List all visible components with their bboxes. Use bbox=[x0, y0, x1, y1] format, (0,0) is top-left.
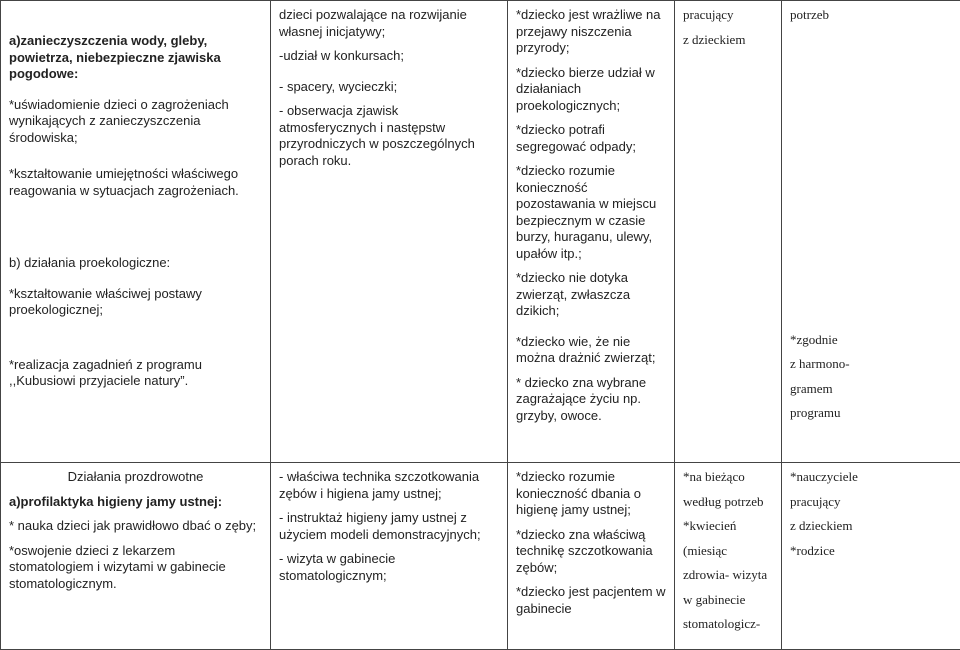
methods-cell bbox=[271, 1, 508, 463]
outcome-item: * dziecko zna wybrane zagrażające życiu np. grzyby, owoce. bbox=[516, 375, 666, 425]
outcome-item: *dziecko jest wrażliwe na przejawy niszczenia przyrody; bbox=[516, 7, 666, 57]
method-item: - właściwa technika szczotkowania zębów i higiena jamy ustnej; bbox=[279, 469, 499, 502]
responsible-cell bbox=[782, 1, 960, 463]
table-row bbox=[1, 1, 960, 463]
outcome-item: *dziecko zna właściwą technikę szczotkowania zębów; bbox=[516, 527, 666, 577]
method-item: -udział w konkursach; bbox=[279, 48, 499, 65]
responsible-item: pracujący bbox=[790, 494, 952, 511]
section-heading: a)profilaktyka higieny jamy ustnej: bbox=[9, 494, 262, 511]
outcome-item: *dziecko potrafi segregować odpady; bbox=[516, 122, 666, 155]
goal-item: *uświadomienie dzieci o zagrożeniach wynikających z zanieczyszczenia środowiska; bbox=[9, 97, 262, 147]
responsible-item: potrzeb bbox=[790, 7, 952, 24]
responsible-item: *zgodnie bbox=[790, 332, 952, 349]
timeframe-item: (miesiąc bbox=[683, 543, 773, 560]
timeframe-item: *kwiecień bbox=[683, 518, 773, 535]
goal-item: * nauka dzieci jak prawidłowo dbać o zęby; bbox=[9, 518, 262, 535]
goal-item: *kształtowanie właściwej postawy proekologicznej; bbox=[9, 286, 262, 319]
responsible-item: *nauczyciele bbox=[790, 469, 952, 486]
goal-item: *kształtowanie umiejętności właściwego reagowania w sytuacjach zagrożeniach. bbox=[9, 166, 262, 199]
goals-cell bbox=[1, 463, 271, 650]
method-item: - spacery, wycieczki; bbox=[279, 79, 499, 96]
timeframe-item: pracujący bbox=[683, 7, 773, 24]
outcomes-cell bbox=[508, 463, 675, 650]
methods-cell bbox=[271, 463, 508, 650]
goal-item: *realizacja zagadnień z programu ,,Kubusiowi przyjaciele natury”. bbox=[9, 357, 262, 390]
method-item: - instruktaż higieny jamy ustnej z użyciem modeli demonstracyjnych; bbox=[279, 510, 499, 543]
outcome-item: *dziecko bierze udział w działaniach proekologicznych; bbox=[516, 65, 666, 115]
outcome-item: *dziecko jest pacjentem w gabinecie bbox=[516, 584, 666, 617]
table-row bbox=[1, 463, 960, 650]
responsible-cell bbox=[782, 463, 960, 650]
method-item: - obserwacja zjawisk atmosferycznych i następstw przyrodniczych w poszczególnych porach roku. bbox=[279, 103, 499, 169]
timeframe-item: według potrzeb bbox=[683, 494, 773, 511]
timeframe-item: zdrowia- wizyta bbox=[683, 567, 773, 584]
timeframe-item: w gabinecie bbox=[683, 592, 773, 609]
timeframe-item: z dzieckiem bbox=[683, 32, 773, 49]
goals-cell bbox=[1, 1, 271, 463]
goal-item: *oswojenie dzieci z lekarzem stomatologiem i wizytami w gabinecie stomatologicznym. bbox=[9, 543, 262, 593]
responsible-item: *rodzice bbox=[790, 543, 952, 560]
timeframe-cell bbox=[675, 1, 782, 463]
section-heading: b) działania proekologiczne: bbox=[9, 255, 262, 272]
outcome-item: *dziecko wie, że nie można drażnić zwierząt; bbox=[516, 334, 666, 367]
timeframe-item: *na bieżąco bbox=[683, 469, 773, 486]
section-title: Działania prozdrowotne bbox=[9, 469, 262, 486]
section-heading: a)zanieczyszczenia wody, gleby, powietrza, niebezpieczne zjawiska pogodowe: bbox=[9, 33, 262, 83]
responsible-item: gramem bbox=[790, 381, 952, 398]
outcome-item: *dziecko rozumie konieczność dbania o higienę jamy ustnej; bbox=[516, 469, 666, 519]
method-item: - wizyta w gabinecie stomatologicznym; bbox=[279, 551, 499, 584]
responsible-item: z harmono- bbox=[790, 356, 952, 373]
responsible-item: programu bbox=[790, 405, 952, 422]
method-item: dzieci pozwalające na rozwijanie własnej inicjatywy; bbox=[279, 7, 499, 40]
outcomes-cell bbox=[508, 1, 675, 463]
timeframe-cell bbox=[675, 463, 782, 650]
outcome-item: *dziecko rozumie konieczność pozostawania w miejscu bezpiecznym w czasie burzy, huraganu, ulewy, upałów itp.; bbox=[516, 163, 666, 262]
outcome-item: *dziecko nie dotyka zwierząt, zwłaszcza dzikich; bbox=[516, 270, 666, 320]
responsible-item: z dzieckiem bbox=[790, 518, 952, 535]
timeframe-item: stomatologicz- bbox=[683, 616, 773, 633]
